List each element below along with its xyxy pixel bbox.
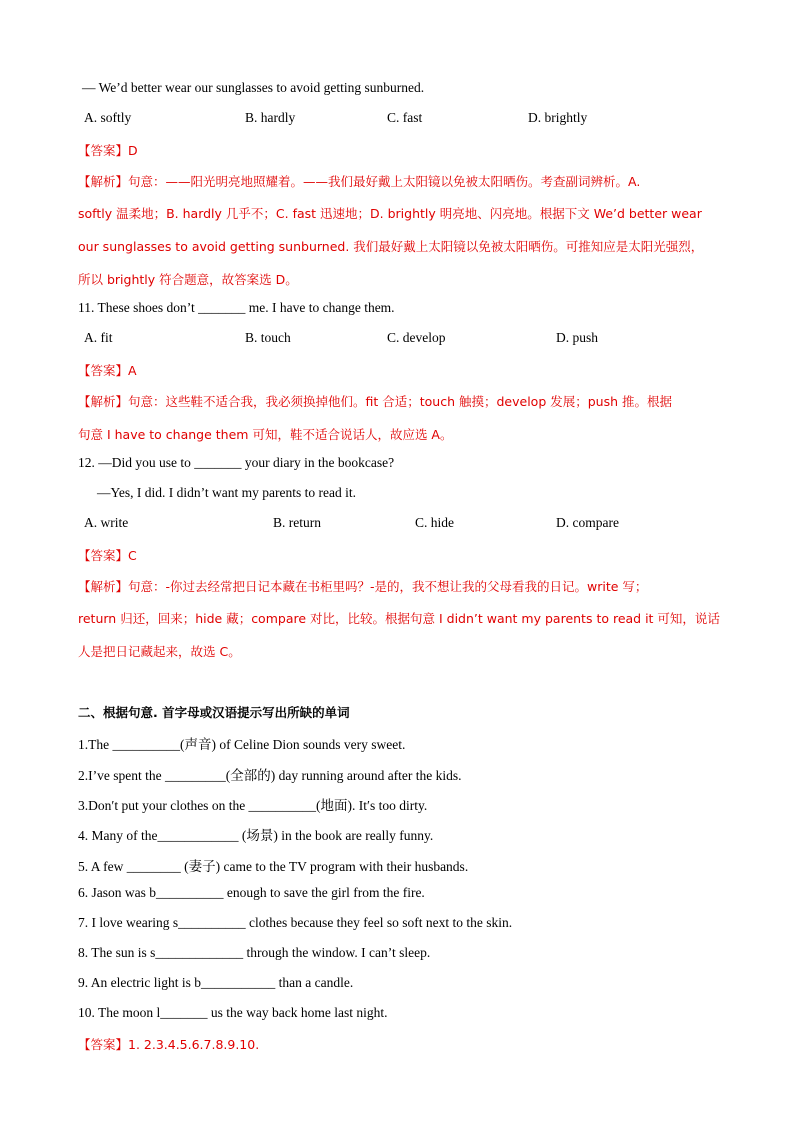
section-2-item-10: 10. The moon l_______ us the way back home last night. [78,1005,388,1020]
section-2-item-4: 4. Many of the____________ (场景) in the book are really funny. [78,828,434,843]
q12-answer: 【答案】C [78,548,137,563]
q11-option-c: C. develop [387,330,446,345]
q10-option-a: A. softly [84,110,132,125]
q11-option-b: B. touch [245,330,291,345]
q10-answer: 【答案】D [78,143,138,158]
section-2-item-8: 8. The sun is s_____________ through the window. I can’t sleep. [78,945,431,960]
q12-stem-reply: —Yes, I did. I didn’t want my parents to read it. [97,485,356,500]
q10-analysis-line-2: softly 温柔地；B. hardly 几乎不；C. fast 迅速地；D. brightly 明亮地、闪亮地。根据下文 We’d better wear [78,206,702,221]
q12-option-c: C. hide [415,515,454,530]
q10-stem-line: — We’d better wear our sunglasses to avoid getting sunburned. [82,80,425,95]
q12-analysis-line-2: return 归还，回来；hide 藏；compare 对比，比较。根据句意 I didn’t want my parents to read it 可知，说话 [78,611,720,626]
section-2-item-3: 3.Don′t put your clothes on the __________(地面). It′s too dirty. [78,798,428,813]
q11-answer: 【答案】A [78,363,137,378]
q11-option-a: A. fit [84,330,113,345]
section-2-item-1: 1.The __________(声音) of Celine Dion sounds very sweet. [78,737,406,752]
section-2-item-9: 9. An electric light is b___________ than a candle. [78,975,354,990]
q12-option-d: D. compare [556,515,619,530]
q12-option-a: A. write [84,515,129,530]
section-2-item-6: 6. Jason was b__________ enough to save the girl from the fire. [78,885,425,900]
q12-analysis-line-1: 【解析】句意：-你过去经常把日记本藏在书柜里吗？-是的，我不想让我的父母看我的日记。write 写； [78,579,648,594]
q10-option-b: B. hardly [245,110,296,125]
q12-analysis-line-3: 人是把日记藏起来，故选 C。 [78,644,241,659]
section-2-title: 二、根据句意. 首字母或汉语提示写出所缺的单词 [78,705,350,720]
q11-option-d: D. push [556,330,599,345]
section-2-item-5: 5. A few ________ (妻子) came to the TV program with their husbands. [78,859,469,874]
q10-option-c: C. fast [387,110,423,125]
q10-option-d: D. brightly [528,110,588,125]
section-2-answer: 【答案】1. 2.3.4.5.6.7.8.9.10. [78,1037,260,1052]
q10-analysis-line-4: 所以 brightly 符合题意，故答案选 D。 [78,272,298,287]
q11-analysis-line-2: 句意 I have to change them 可知，鞋不适合说话人，故应选 A。 [78,427,453,442]
q10-analysis-line-3: our sunglasses to avoid getting sunburned. 我们最好戴上太阳镜以免被太阳晒伤。可推知应是太阳光强烈， [78,239,704,254]
q12-stem: 12. —Did you use to _______ your diary in the bookcase? [78,455,395,470]
q12-option-b: B. return [273,515,321,530]
section-2-item-2: 2.I’ve spent the _________(全部的) day running around after the kids. [78,768,462,783]
q11-stem: 11. These shoes don’t _______ me. I have to change them. [78,300,395,315]
q10-analysis-line-1: 【解析】句意：——阳光明亮地照耀着。——我们最好戴上太阳镜以免被太阳晒伤。考查副词辨析。A. [78,174,641,189]
section-2-item-7: 7. I love wearing s__________ clothes because they feel so soft next to the skin. [78,915,513,930]
q11-analysis-line-1: 【解析】句意：这些鞋不适合我，我必须换掉他们。fit 合适；touch 触摸；develop 发展；push 推。根据 [78,394,672,409]
